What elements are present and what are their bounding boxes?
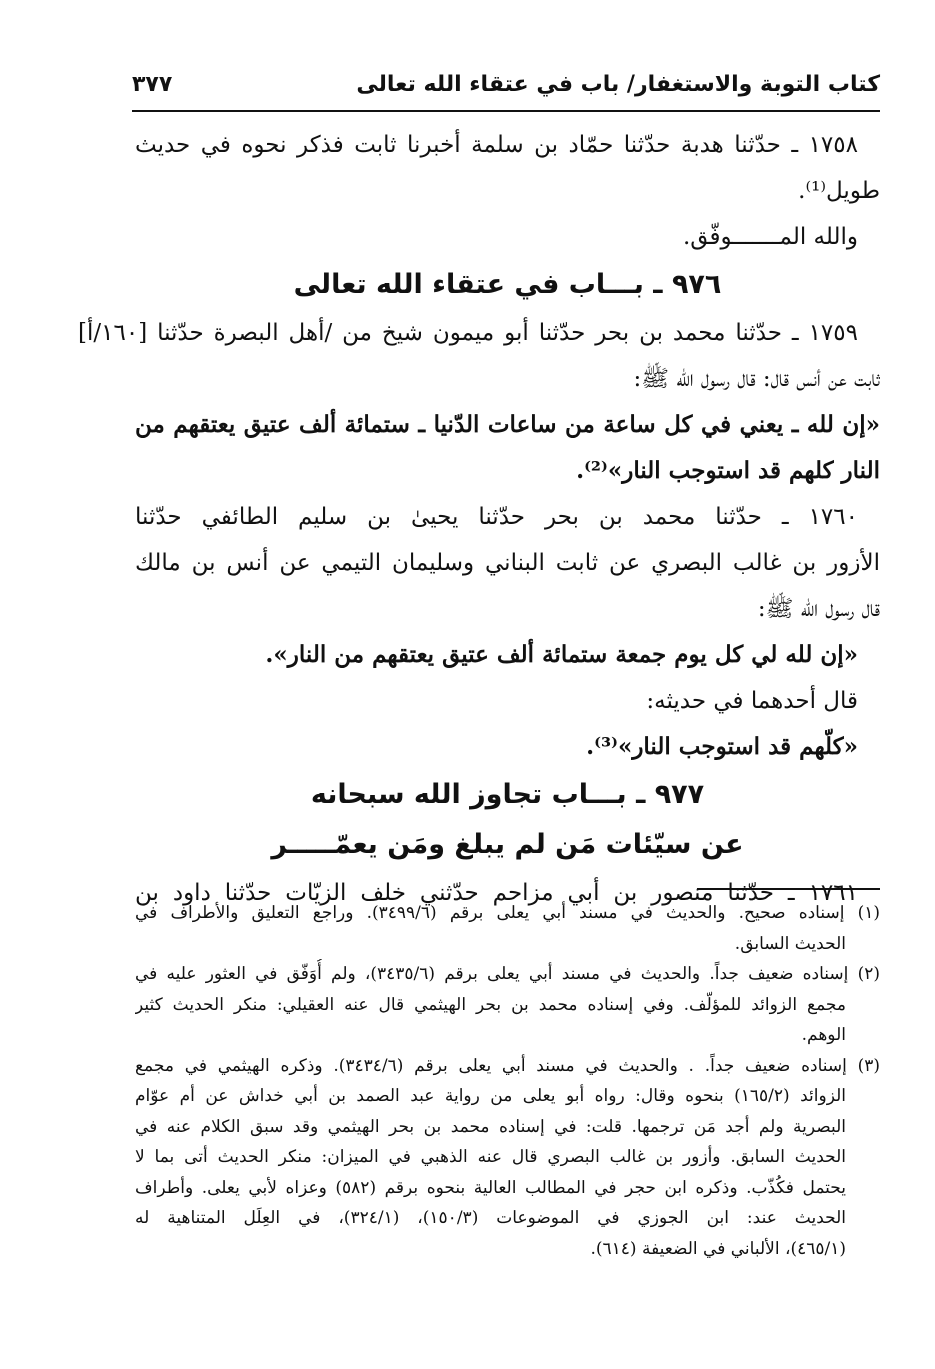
hadith-1760-matn-2: «كلّهم قد استوجب النار»⁽³⁾.	[586, 733, 858, 760]
hadith-1760-note: قال أحدهما في حديثه:	[646, 688, 858, 714]
footnote-3-line-2: الزوائد (١٦٥/٢) بنحوه وقال: رواه أبو يعلى من رواية عبد الصمد بن أبي خداش عن أم عوّام	[135, 1086, 846, 1106]
footnote-2-line-3: الوهم.	[801, 1025, 846, 1045]
footnote-3-line-6: الحديث عند: ابن الجوزي في الموضوعات (١٥٠/٣)، (٣٢٤/١)، في العِلَل المتناهية له	[135, 1208, 847, 1228]
footnote-1-line-1: (١) إسناده صحيح. والحديث في مسند أبي يعلى برقم (٣٤٩٩/٦). وراجع التعليق والأطراف في	[135, 903, 880, 923]
hadith-1760-line-1: ١٧٦٠ ـ حدّثنا محمد بن بحر حدّثنا يحيىٰ بن سليم الطائفي حدّثنا	[135, 504, 858, 530]
chapter-heading-977-line-2: عن سيّئات مَن لم يبلغ ومَن يعمّـــــر	[271, 829, 744, 860]
footnote-1	[135, 898, 880, 959]
footnote-3-line-3: البصرية ولم أجد مَن ترجمها. قلت: في إسناده محمد بن بحر الهيثمي وقد سبق الكلام عنه في	[135, 1116, 846, 1137]
footnote-2-line-1: (٢) إسناده ضعيف جداً. والحديث في مسند أبي يعلى برقم (٣٤٣٥/٦)، ولم أُوَفّق في العثور عليه في	[135, 964, 880, 984]
header-title: كتاب التوبة والاستغفار/ باب في عتقاء الله تعالى	[356, 72, 880, 97]
hadith-1760-line-2: الأزور بن غالب البصري عن ثابت البناني وسليمان التيمي عن أنس بن مالك	[135, 550, 880, 576]
closing-phrase: والله المـــــــوفّق.	[683, 224, 858, 250]
hadith-1759-matn-2: النار كلهم قد استوجب النار»⁽²⁾.	[576, 457, 880, 484]
chapter-heading-976: ٩٧٦ ـ بـــاب في عتقاء الله تعالى	[293, 269, 722, 300]
footnote-3	[135, 1051, 880, 1265]
hadith-1760-line-3: قال رسول الله ﷺ:	[757, 596, 880, 622]
running-header	[132, 70, 880, 112]
hadith-1761-line-1: ١٧٦١ ـ حدّثنا منصور بن أبي مزاحم حدّثني خلف الزيّات حدّثنا داود بن	[135, 880, 858, 906]
hadith-1758-line-2: طويل⁽¹⁾.	[798, 178, 880, 204]
hadith-1760-matn-1: «إن لله لي كل يوم جمعة ستمائة ألف عتيق يعتقهم من النار».	[265, 641, 858, 668]
main-text	[78, 122, 880, 916]
footnote-3-line-5: يحتمل فكُذّب. وذكره ابن حجر في المطالب العالية بنحوه برقم (٥٨٢) وعزاه لأبي يعلى. وأطراف	[135, 1177, 847, 1198]
footnote-3-line-7: (٤٦٥/١)، الألباني في الضعيفة (٦١٤).	[590, 1238, 846, 1259]
footnote-2	[135, 959, 880, 1051]
page-number: ٣٧٧	[132, 72, 173, 97]
footnote-3-line-1: (٣) إسناده ضعيف جداً. . والحديث في مسند أبي يعلى برقم (٣٤٣٤/٦). وذكره الهيثمي في مجمع	[135, 1055, 880, 1076]
footnote-3-line-4: الحديث السابق. وأزور بن غالب البصري قال عنه الذهبي في الميزان: منكر الحديث أتى بما لا	[135, 1147, 846, 1167]
hadith-1759-line-1: ١٧٥٩ ـ حدّثنا محمد بن بحر حدّثنا أبو ميمون شيخ من /أهل البصرة حدّثنا [١٦٠/أ]	[78, 320, 858, 346]
footnote-separator	[697, 888, 880, 890]
hadith-1759-matn-1: «إن لله ـ يعني في كل ساعة من ساعات الدّنيا ـ ستمائة ألف عتيق يعتقهم من	[135, 411, 880, 438]
hadith-1759-line-2: ثابت عن أنس قال: قال رسول الله ﷺ:	[633, 366, 880, 392]
footnote-2-line-2: مجمع الزوائد للمؤلّف. وفي إسناده محمد بن بحر الهيثمي قال عنه العقيلي: منكر الحديث كثير	[135, 994, 846, 1015]
footnote-1-line-2: الحديث السابق.	[734, 933, 846, 954]
chapter-heading-977-line-1: ٩٧٧ ـ بـــاب تجاوز الله سبحانه	[310, 779, 705, 810]
footnotes	[135, 898, 880, 1264]
hadith-1758-line-1: ١٧٥٨ ـ حدّثنا هدبة حدّثنا حمّاد بن سلمة أخبرنا ثابت فذكر نحوه في حديث	[135, 132, 858, 158]
